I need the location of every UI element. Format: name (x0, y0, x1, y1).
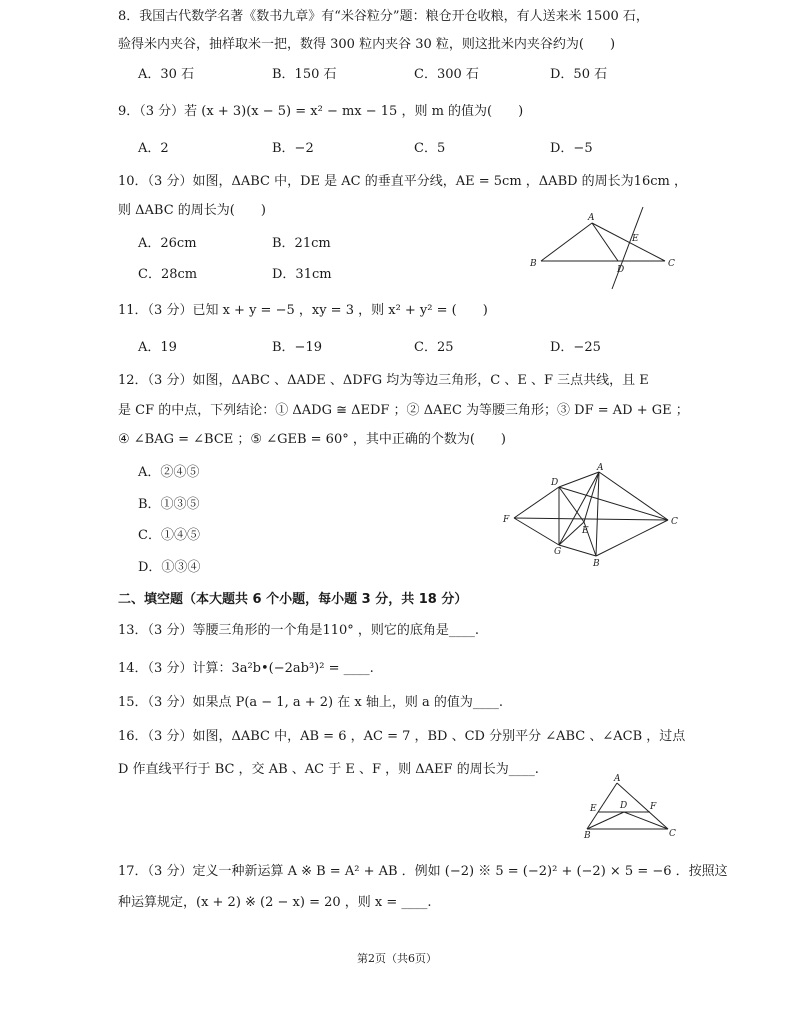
q16-label-d: D (620, 801, 628, 811)
q12-option-d: D．①③④ (138, 560, 201, 575)
q14-line1: 14．（3 分）计算：3a²b•(−2ab³)² = ____. (118, 661, 374, 676)
section-two-title: 二、填空题（本大题共 6 个小题，每小题 3 分，共 18 分） (118, 592, 468, 607)
q16-triangle-figure (582, 776, 682, 850)
q12-triangles-figure (500, 462, 690, 576)
q16-label-f: F (650, 802, 657, 812)
q11-option-a: A．19 (138, 340, 177, 355)
q16-label-e: E (590, 804, 597, 814)
q16-line2: D 作直线平行于 BC ，交 AB 、AC 于 E 、F ，则 ΔAEF 的周长为____. (118, 762, 539, 777)
q12-label-c: C (671, 517, 678, 527)
q9-option-b: B．−2 (272, 141, 314, 156)
q11-option-d: D．−25 (550, 340, 601, 355)
q12-option-a: A．②④⑤ (138, 465, 200, 480)
q9-option-c: C．5 (414, 141, 446, 156)
q12-option-c: C．①④⑤ (138, 528, 200, 543)
q10-option-a: A．26cm (138, 236, 197, 251)
q16-line1: 16．（3 分）如图，ΔABC 中，AB = 6 ，AC = 7 ，BD 、CD 分别平分 ∠ABC 、∠ACB ，过点 (118, 729, 686, 744)
q10-label-e: E (632, 234, 639, 244)
q10-label-c: C (668, 259, 675, 269)
q9-option-a: A．2 (138, 141, 169, 156)
q15-line1: 15．（3 分）如果点 P(a − 1, a + 2) 在 x 轴上，则 a 的值为____. (118, 695, 503, 710)
page-footer: 第2页（共6页） (357, 952, 437, 965)
q8-option-b: B．150 石 (272, 67, 337, 82)
q12-line2: 是 CF 的中点，下列结论：① ΔADG ≅ ΔEDF ；② ΔAEC 为等腰三角形；③ DF = AD + GE ； (118, 403, 689, 418)
q12-line1: 12．（3 分）如图，ΔABC 、ΔADE 、ΔDFG 均为等边三角形，C 、E 、F 三点共线，且 E (118, 373, 649, 388)
q16-label-a: A (614, 774, 621, 784)
q13-line1: 13．（3 分）等腰三角形的一个角是110° ，则它的底角是____. (118, 623, 480, 638)
q12-label-a: A (597, 463, 604, 473)
q17-line2: 种运算规定，(x + 2) ※ (2 − x) = 20 ，则 x = ____. (118, 895, 432, 910)
q10-option-d: D．31cm (272, 267, 332, 282)
q12-line3: ④ ∠BAG = ∠BCE ；⑤ ∠GEB = 60° ，其中正确的个数为( ) (118, 432, 507, 447)
q12-label-e: E (582, 526, 589, 536)
q10-line2: 则 ΔABC 的周长为( ) (118, 203, 266, 218)
q10-option-c: C．28cm (138, 267, 198, 282)
q10-label-a: A (588, 213, 595, 223)
q10-option-b: B．21cm (272, 236, 331, 251)
q8-line1: 8．我国古代数学名著《数书九章》有“米谷粒分”题：粮仓开仓收粮，有人送来米 1500 石， (118, 9, 649, 24)
q11-option-b: B．−19 (272, 340, 322, 355)
q11-line1: 11．（3 分）已知 x + y = −5 ，xy = 3 ，则 x² + y² = ( ) (118, 303, 488, 318)
q17-line1: 17．（3 分）定义一种新运算 A ※ B = A² + AB ．例如 (−2) ※ 5 = (−2)² + (−2) × 5 = −6 ．按照这 (118, 864, 728, 879)
q8-option-c: C．300 石 (414, 67, 479, 82)
q10-label-b: B (530, 259, 537, 269)
q9-line1: 9．（3 分）若 (x + 3)(x − 5) = x² − mx − 15 ，则 m 的值为( ) (118, 104, 524, 119)
q12-label-g: G (554, 547, 562, 557)
q9-option-d: D．−5 (550, 141, 593, 156)
q11-option-c: C．25 (414, 340, 454, 355)
q8-option-d: D．50 石 (550, 67, 608, 82)
q12-label-f: F (503, 515, 510, 525)
q8-option-a: A．30 石 (138, 67, 195, 82)
q10-triangle-figure (525, 205, 685, 299)
q8-line2: 验得米内夹谷，抽样取米一把，数得 300 粒内夹谷 30 粒，则这批米内夹谷约为( ) (118, 37, 616, 52)
q10-line1: 10．（3 分）如图，ΔABC 中，DE 是 AC 的垂直平分线，AE = 5cm ，ΔABD 的周长为16cm ， (118, 174, 687, 189)
q12-option-b: B．①③⑤ (138, 497, 200, 512)
q12-label-d: D (551, 478, 559, 488)
q16-label-c: C (669, 829, 676, 839)
q10-label-d: D (617, 265, 625, 275)
q16-label-b: B (584, 831, 591, 841)
q12-label-b: B (593, 559, 600, 569)
